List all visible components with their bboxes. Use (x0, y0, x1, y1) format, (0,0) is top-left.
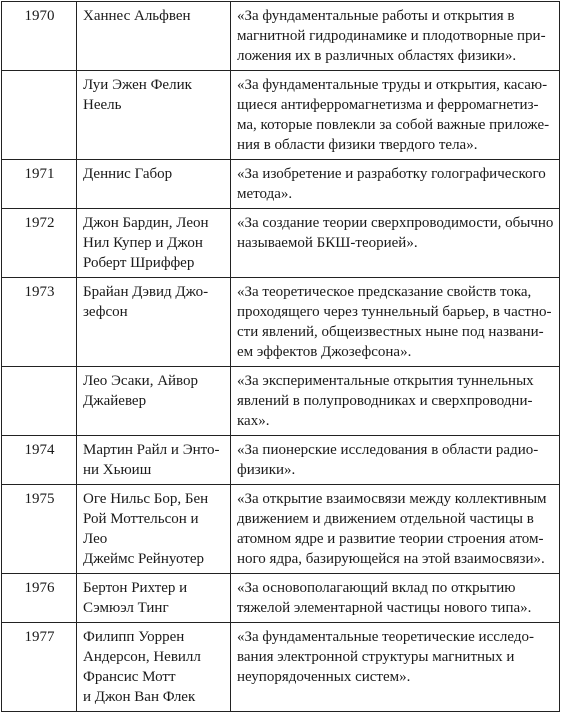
year-cell (2, 367, 77, 436)
laureate-cell: Филипп Уоррен Андерсон, Невилл Франсис Мотт и Джон Ван Флек (77, 623, 231, 712)
laureate-cell: Бертон Рихтер и Сэмюэл Тинг (77, 574, 231, 623)
laureate-cell: Джон Бардин, Леон Нил Купер и Джон Роберт Шриффер (77, 209, 231, 278)
year-cell: 1973 (2, 278, 77, 367)
table-row (2, 71, 560, 160)
laureate-cell: Мартин Райл и Энто- ни Хьюиш (77, 436, 231, 485)
table-row (2, 623, 560, 712)
laureate-cell: Ханнес Альфвен (77, 2, 231, 71)
year-cell (2, 71, 77, 160)
motivation-cell: «За пионерские исследования в области радио- физики». (231, 436, 560, 485)
motivation-cell: «За экспериментальные открытия туннельных явлений в полупроводниках и сверхпроводни- ках». (231, 367, 560, 436)
table-row (2, 367, 560, 436)
year-cell: 1970 (2, 2, 77, 71)
table-row (2, 209, 560, 278)
motivation-cell: «За открытие взаимосвязи между коллективным движением и движением отдельной частицы в атомном ядре и развитие теории строения атом- ного ядра, базирующейся на этой взаимосвязи». (231, 485, 560, 574)
table-row (2, 574, 560, 623)
year-cell: 1972 (2, 209, 77, 278)
motivation-cell: «За теоретическое предсказание свойств тока, проходящего через туннельный барьер, в частно- сти явлений, общеизвестных ныне под названи- ем эффектов Джозефсона». (231, 278, 560, 367)
table-row (2, 278, 560, 367)
year-cell: 1977 (2, 623, 77, 712)
table-row (2, 160, 560, 209)
laureate-cell: Оге Нильс Бор, Бен Рой Моттельсон и Лео Джеймс Рейнуотер (77, 485, 231, 574)
table-row (2, 485, 560, 574)
table-row (2, 2, 560, 71)
laureate-cell: Деннис Габор (77, 160, 231, 209)
year-cell: 1974 (2, 436, 77, 485)
motivation-cell: «За фундаментальные теоретические исследо- вания электронной структуры магнитных и неупорядоченных систем». (231, 623, 560, 712)
year-cell: 1975 (2, 485, 77, 574)
laureate-cell: Брайан Дэвид Джо- зефсон (77, 278, 231, 367)
table-row (2, 436, 560, 485)
year-cell: 1971 (2, 160, 77, 209)
nobel-prize-table (1, 1, 560, 712)
motivation-cell: «За фундаментальные труды и открытия, касаю- щиеся антиферромагнетизма и ферромагнетиз- ма, которые повлекли за собой важные приложе- ния в области физики твердого тела». (231, 71, 560, 160)
motivation-cell: «За основополагающий вклад по открытию тяжелой элементарной частицы нового типа». (231, 574, 560, 623)
laureate-cell: Луи Эжен Фелик Неель (77, 71, 231, 160)
motivation-cell: «За изобретение и разработку голографического метода». (231, 160, 560, 209)
motivation-cell: «За фундаментальные работы и открытия в магнитной гидродинамике и плодотворные при- ложения их в различных областях физики». (231, 2, 560, 71)
year-cell: 1976 (2, 574, 77, 623)
motivation-cell: «За создание теории сверхпроводимости, обычно называемой БКШ-теорией». (231, 209, 560, 278)
laureate-cell: Лео Эсаки, Айвор Джайевер (77, 367, 231, 436)
